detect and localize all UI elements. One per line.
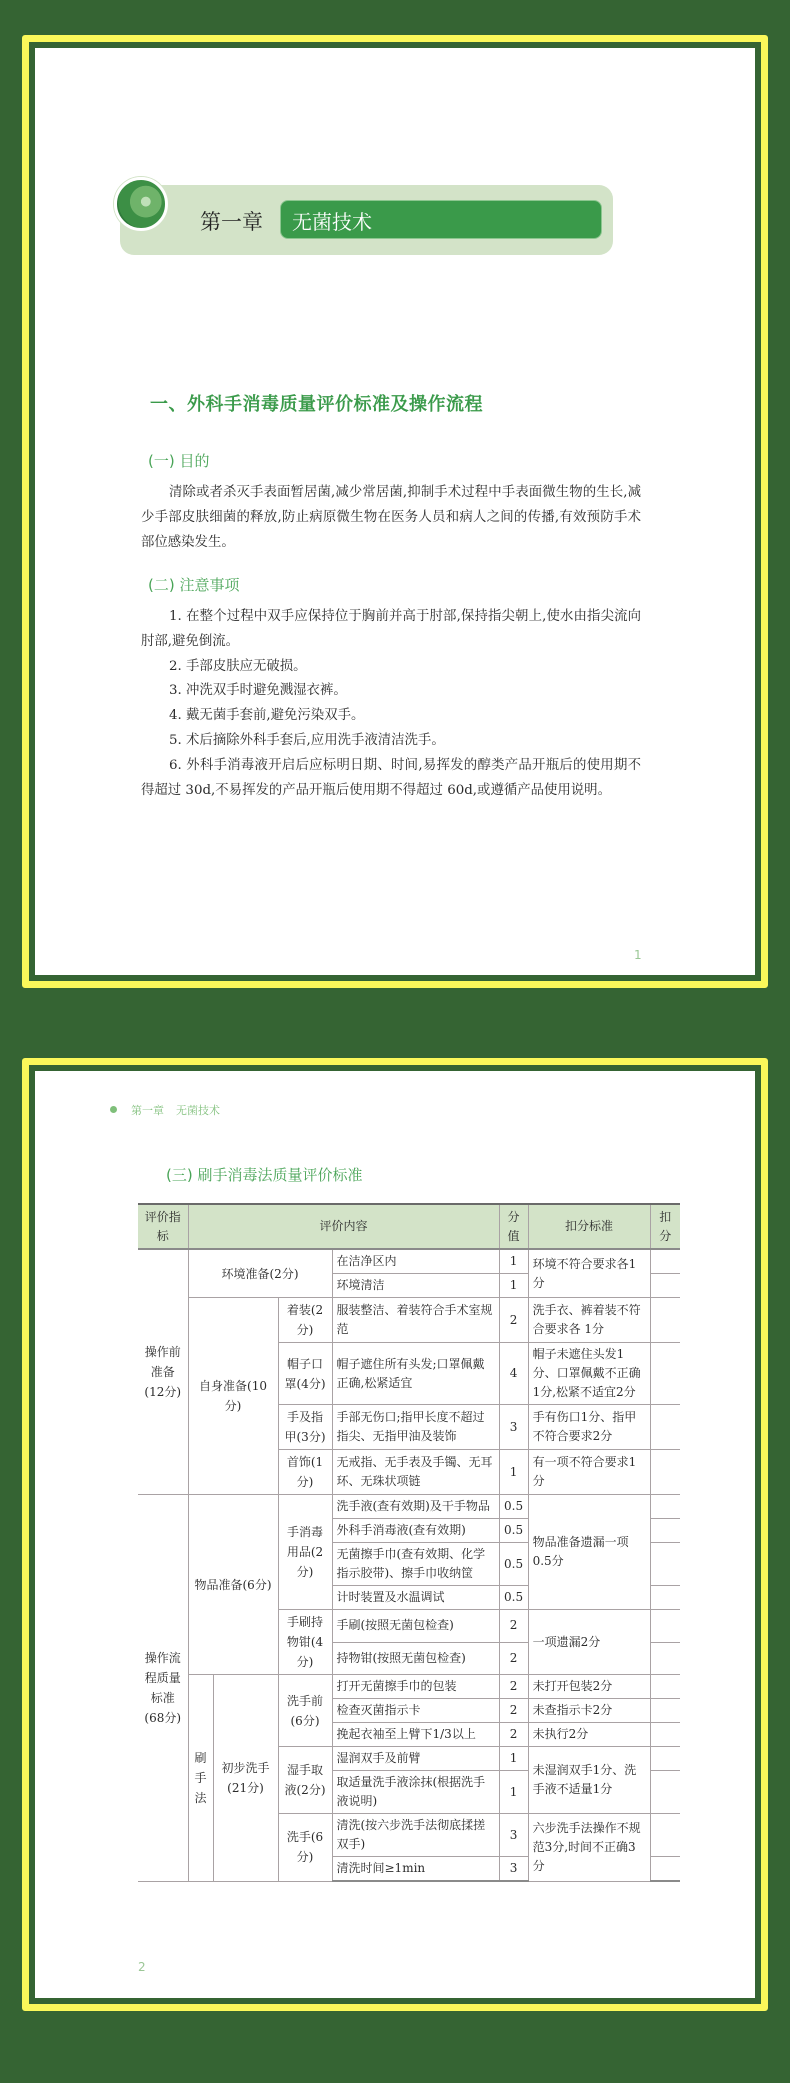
row-deducted-cell[interactable] [650,1586,680,1610]
row-criteria: 洗手衣、裤着装不符合要求各 1分 [528,1298,650,1343]
row-score: 3 [499,1814,528,1857]
group-self: 自身准备(10分) [188,1298,278,1495]
row-deducted-cell[interactable] [650,1675,680,1699]
row-deducted-cell[interactable] [650,1343,680,1405]
row-criteria: 未执行2分 [528,1723,650,1747]
row-deducted-cell[interactable] [650,1857,680,1882]
row-score: 1 [499,1450,528,1495]
row-content: 湿润双手及前臂 [332,1747,499,1771]
row-deducted-cell[interactable] [650,1642,680,1675]
row-criteria: 一项遗漏2分 [528,1610,650,1675]
row-criteria: 有一项不符合要求1分 [528,1450,650,1495]
row-score: 2 [499,1642,528,1675]
row-score: 1 [499,1249,528,1274]
row-criteria: 帽子未遮住头发1分、口罩佩戴不正确1分,松紧不适宜2分 [528,1343,650,1405]
row-criteria: 环境不符合要求各1分 [528,1249,650,1298]
section-title: 一、外科手消毒质量评价标准及操作流程 [150,394,483,415]
running-header-title: 无菌技术 [176,1104,220,1117]
row-score: 2 [499,1699,528,1723]
row-sub: 帽子口罩(4分) [278,1343,332,1405]
group-initial-wash: 初步洗手(21分) [213,1675,278,1882]
chapter-title-box [280,200,602,239]
row-score: 1 [499,1771,528,1814]
group-env: 环境准备(2分) [188,1249,332,1298]
chapter-title: 无菌技术 [292,210,372,234]
row-deducted-cell[interactable] [650,1543,680,1586]
chapter-label: 第一章 [200,210,263,234]
purpose-text [141,481,641,555]
row-content: 环境清洁 [332,1274,499,1298]
row-score: 3 [499,1857,528,1882]
row-score: 2 [499,1298,528,1343]
group-scrub-method: 刷手法 [188,1675,213,1882]
row-deducted-cell[interactable] [650,1771,680,1814]
row-score: 2 [499,1723,528,1747]
row-deducted-cell[interactable] [650,1298,680,1343]
row-content: 持物钳(按照无菌包检查) [332,1642,499,1675]
row-score: 3 [499,1405,528,1450]
row-score: 0.5 [499,1543,528,1586]
group-items-prep: 物品准备(6分) [188,1495,278,1675]
table-row [138,1495,680,1519]
row-content: 清洗时间≥1min [332,1857,499,1882]
row-score: 0.5 [499,1495,528,1519]
row-score: 2 [499,1610,528,1643]
row-content: 检查灭菌指示卡 [332,1699,499,1723]
row-content: 取适量洗手液涂抹(根据洗手液说明) [332,1771,499,1814]
row-criteria: 未查指示卡2分 [528,1699,650,1723]
row-deducted-cell[interactable] [650,1747,680,1771]
row-deducted-cell[interactable] [650,1723,680,1747]
row-deducted-cell[interactable] [650,1519,680,1543]
row-score: 1 [499,1274,528,1298]
notes-list [141,605,641,803]
group-flow: 操作流程质量标准(68分) [138,1495,188,1882]
row-content: 无菌擦手巾(查有效期、化学指示胶带)、擦手巾收纳筐 [332,1543,499,1586]
row-criteria: 物品准备遗漏一项0.5分 [528,1495,650,1610]
row-score: 2 [499,1675,528,1699]
header-deducted: 扣分 [650,1204,680,1249]
note-item-6: 6. 外科手消毒液开启后应标明日期、时间,易挥发的醇类产品开瓶后的使用期不得超过 30d,不易挥发的产品开瓶后使用期不得超过 60d,或遵循产品使用说明。 [141,757,641,798]
row-content: 打开无菌擦手巾的包装 [332,1675,499,1699]
page-number-1: 1 [634,948,642,962]
row-sub: 着装(2分) [278,1298,332,1343]
header-score: 分值 [499,1204,528,1249]
row-content: 手刷(按照无菌包检查) [332,1610,499,1643]
note-item-4: 4. 戴无菌手套前,避免污染双手。 [169,708,365,724]
table-row [138,1249,680,1274]
header-indicator: 评价指标 [138,1204,188,1249]
bullet-dot-icon [110,1106,117,1113]
row-content: 手部无伤口;指甲长度不超过指尖、无指甲油及装饰 [332,1405,499,1450]
row-deducted-cell[interactable] [650,1699,680,1723]
group-disinfect-supplies: 手消毒用品(2分) [278,1495,332,1610]
row-score: 4 [499,1343,528,1405]
table-section-heading: (三) 刷手消毒法质量评价标准 [166,1166,363,1184]
header-content: 评价内容 [188,1204,499,1249]
purpose-heading: (一) 目的 [148,452,210,470]
chapter-emblem-icon [114,177,168,231]
row-criteria: 未打开包装2分 [528,1675,650,1699]
group-wash-hands: 洗手(6分) [278,1814,332,1882]
running-header [110,1102,220,1118]
row-content: 洗手液(查有效期)及干手物品 [332,1495,499,1519]
row-content: 在洁净区内 [332,1249,499,1274]
chapter-banner [120,185,613,255]
note-item-3: 3. 冲洗双手时避免溅湿衣裤。 [169,683,347,699]
evaluation-criteria-table [138,1203,680,1882]
group-before-wash: 洗手前(6分) [278,1675,332,1747]
row-content: 帽子遮住所有头发;口罩佩戴正确,松紧适宜 [332,1343,499,1405]
purpose-paragraph: 清除或者杀灭手表面暂居菌,减少常居菌,抑制手术过程中手表面微生物的生长,减少手部皮肤细菌的释放,防止病原微生物在医务人员和病人之间的传播,有效预防手术部位感染发生。 [141,485,641,550]
running-header-chapter: 第一章 [131,1104,164,1117]
table-row [138,1675,680,1699]
row-deducted-cell[interactable] [650,1610,680,1643]
row-content: 外科手消毒液(查有效期) [332,1519,499,1543]
note-item-1: 1. 在整个过程中双手应保持位于胸前并高于肘部,保持指尖朝上,使水由指尖流向肘部,避免倒流。 [141,609,641,649]
row-content: 服装整洁、着装符合手术室规范 [332,1298,499,1343]
row-sub: 首饰(1分) [278,1450,332,1495]
row-criteria: 六步洗手法操作不规范3分,时间不正确3分 [528,1814,650,1882]
row-criteria: 未湿润双手1分、洗手液不适量1分 [528,1747,650,1814]
row-deducted-cell[interactable] [650,1450,680,1495]
note-item-2: 2. 手部皮肤应无破损。 [169,658,307,674]
group-pre-op: 操作前准备(12分) [138,1249,188,1495]
row-content: 计时装置及水温调试 [332,1586,499,1610]
table-row [138,1298,680,1343]
page-number-2: 2 [138,1960,146,1974]
row-content: 清洗(按六步洗手法彻底揉搓双手) [332,1814,499,1857]
row-content: 挽起衣袖至上臂下1/3以上 [332,1723,499,1747]
notes-heading: (二) 注意事项 [148,576,240,594]
row-score: 0.5 [499,1519,528,1543]
header-deduction-criteria: 扣分标准 [528,1204,650,1249]
row-content: 无戒指、无手表及手镯、无耳环、无珠状项链 [332,1450,499,1495]
row-deducted-cell[interactable] [650,1814,680,1857]
note-item-5: 5. 术后摘除外科手套后,应用洗手液清洁洗手。 [169,732,445,748]
row-deducted-cell[interactable] [650,1495,680,1519]
row-deducted-cell[interactable] [650,1274,680,1298]
row-criteria: 手有伤口1分、指甲不符合要求2分 [528,1405,650,1450]
row-score: 0.5 [499,1586,528,1610]
group-brush-forceps: 手刷持物钳(4分) [278,1610,332,1675]
table-header-row [138,1204,680,1249]
row-deducted-cell[interactable] [650,1405,680,1450]
row-sub: 手及指甲(3分) [278,1405,332,1450]
row-deducted-cell[interactable] [650,1249,680,1274]
group-wet-hands: 湿手取液(2分) [278,1747,332,1814]
row-score: 1 [499,1747,528,1771]
